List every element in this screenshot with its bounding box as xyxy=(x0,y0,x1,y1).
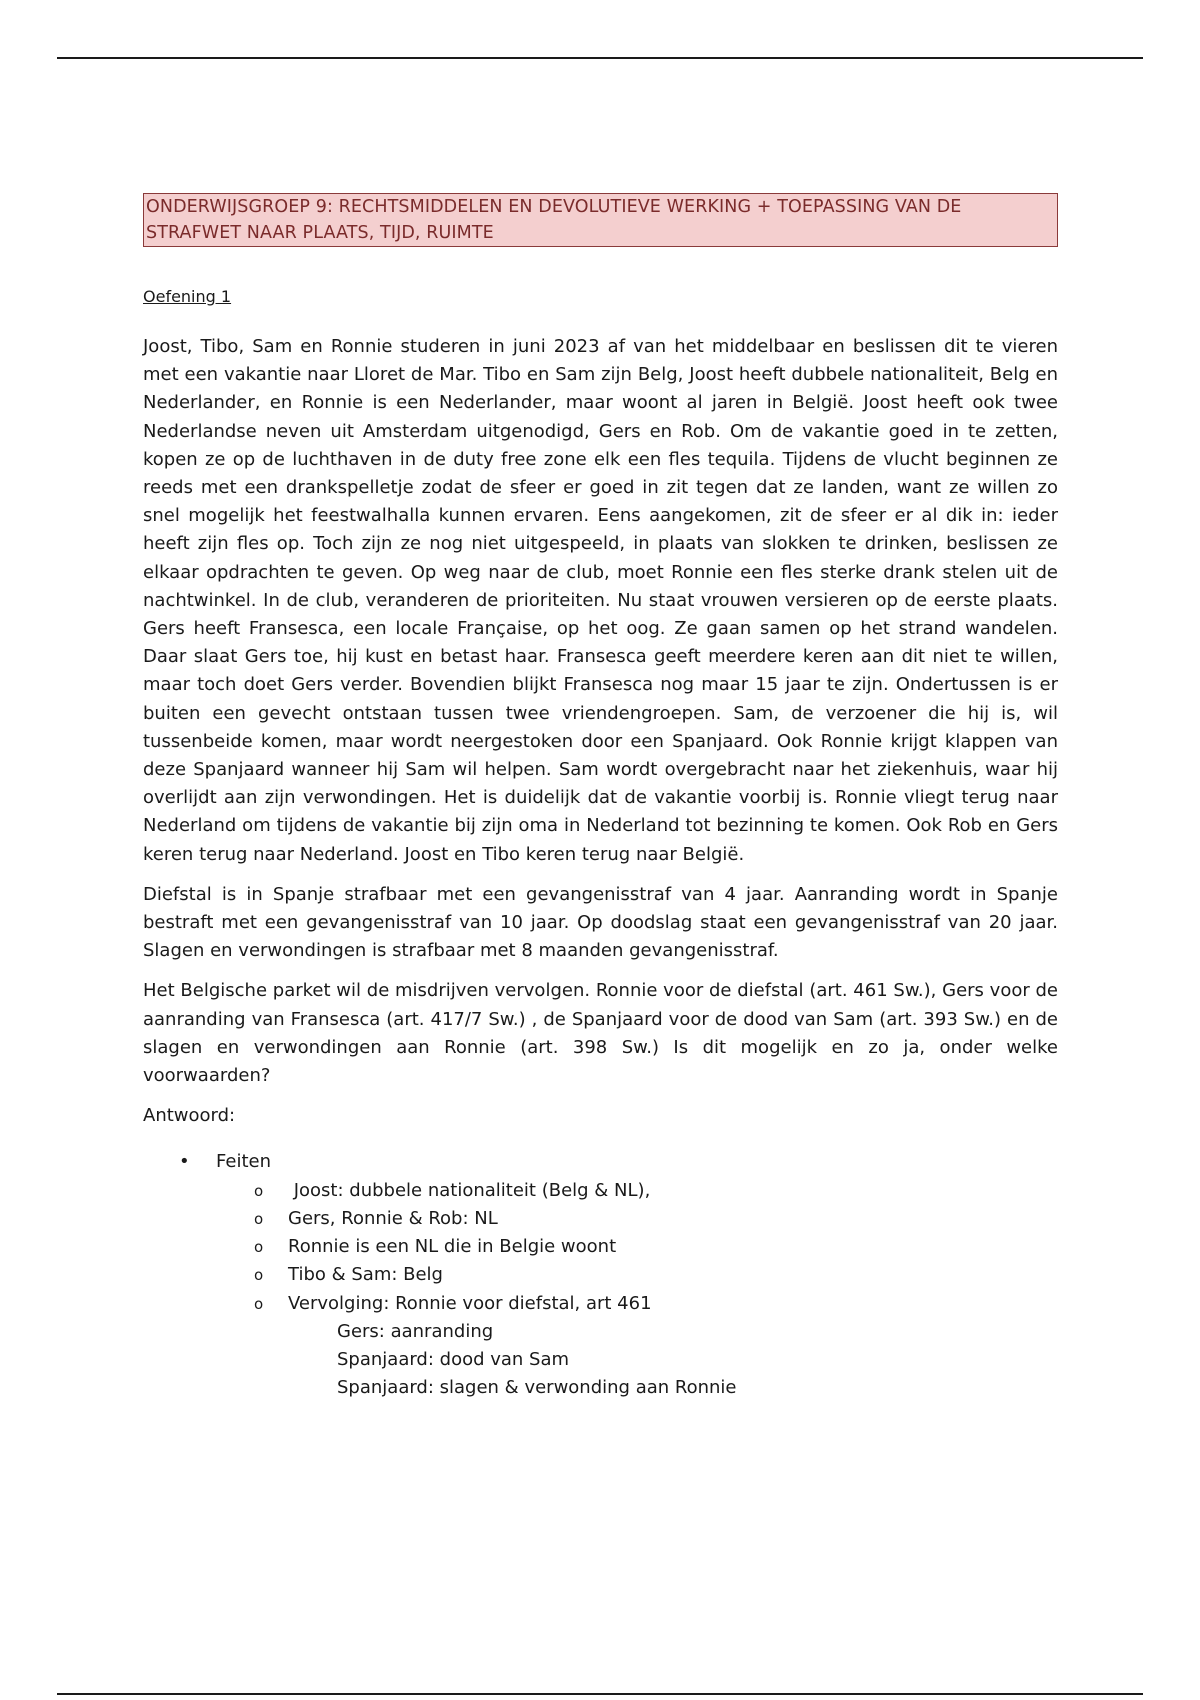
list-item xyxy=(143,1233,1058,1261)
list-item xyxy=(143,1177,1058,1205)
case-paragraph: Joost, Tibo, Sam en Ronnie studeren in juni 2023 af van het middelbaar en beslissen dit te vieren met een vakantie naar Lloret de Mar. Tibo en Sam zijn Belg, Joost heeft dubbele nationaliteit, Belg en Nederlander, en Ronnie is een Nederlander, maar woont al jaren in België. Joost heeft ook twee Nederlandse neven uit Amsterdam uitgenodigd, Gers en Rob. Om de vakantie goed in te zetten, kopen ze op de luchthaven in de duty free zone elk een fles tequila. Tijdens de vlucht beginnen ze reeds met een drankspelletje zodat de sfeer er goed in zit tegen dat ze landen, want ze willen zo snel mogelijk het feestwalhalla kunnen ervaren. Eens aangekomen, zit de sfeer er al dik in: ieder heeft zijn fles op. Toch zijn ze nog niet uitgespeeld, in plaats van slokken te drinken, beslissen ze elkaar opdrachten te geven. Op weg naar de club, moet Ronnie een fles sterke drank stelen uit de nachtwinkel. In de club, veranderen de prioriteiten. Nu staat vrouwen versieren op de eerste plaats. Gers heeft Fransesca, een locale Française, op het oog. Ze gaan samen op het strand wandelen. Daar slaat Gers toe, hij kust en betast haar. Fransesca geeft meerdere keren aan dit niet te willen, maar toch doet Gers verder. Bovendien blijkt Fransesca nog maar 15 jaar te zijn. Ondertussen is er buiten een gevecht ontstaan tussen twee vriendengroepen. Sam, de verzoener die hij is, wil tussenbeide komen, maar wordt neergestoken door een Spanjaard. Ook Ronnie krijgt klappen van deze Spanjaard wanneer hij Sam wil helpen. Sam wordt overgebracht naar het ziekenhuis, waar hij overlijdt aan zijn verwondingen. Het is duidelijk dat de vakantie voorbij is. Ronnie vliegt terug naar Nederland om tijdens de vakantie bij zijn oma in Nederland tot bezinning te komen. Ook Rob en Gers keren terug naar Nederland. Joost en Tibo keren terug naar België. xyxy=(143,336,1058,865)
question-paragraph: Het Belgische parket wil de misdrijven vervolgen. Ronnie voor de diefstal (art. 461 Sw.), Gers voor de aanranding van Fransesca (art. 417/7 Sw.) , de Spanjaard voor de dood van Sam (art. 393 Sw.) en de slagen en verwondingen aan Ronnie (art. 398 Sw.) Is dit mogelijk en zo ja, onder welke voorwaarden? xyxy=(143,980,1058,1087)
page-content xyxy=(143,193,1058,1402)
continuation-line: Gers: aanranding xyxy=(337,1320,494,1342)
header-rule xyxy=(57,57,1143,59)
footer-rule xyxy=(57,1693,1143,1695)
list-item-text: Joost: dubbele nationaliteit (Belg & NL), xyxy=(288,1179,651,1201)
bullet-icon: • xyxy=(179,1151,190,1173)
list-item-text: Tibo & Sam: Belg xyxy=(288,1264,443,1286)
circle-bullet-icon: o xyxy=(254,1266,264,1285)
circle-bullet-icon: o xyxy=(254,1181,264,1200)
continuation-line: Spanjaard: dood van Sam xyxy=(337,1348,570,1370)
list-item xyxy=(143,1261,1058,1289)
circle-bullet-icon: o xyxy=(254,1238,264,1257)
facts-heading: Feiten xyxy=(216,1151,271,1173)
document-title: ONDERWIJSGROEP 9: RECHTSMIDDELEN EN DEVOLUTIEVE WERKING + TOEPASSING VAN DE STRAFWET NAAR PLAATS, TIJD, RUIMTE xyxy=(143,193,1058,247)
facts-list xyxy=(143,1148,1058,1402)
facts-heading-item xyxy=(143,1148,1058,1176)
list-item xyxy=(143,1205,1058,1233)
list-item-text: Vervolging: Ronnie voor diefstal, art 461 xyxy=(288,1292,652,1314)
continuation-line: Spanjaard: slagen & verwonding aan Ronnie xyxy=(337,1377,737,1399)
circle-bullet-icon: o xyxy=(254,1209,264,1228)
list-item-text: Gers, Ronnie & Rob: NL xyxy=(288,1207,498,1229)
exercise-label: Oefening 1 xyxy=(143,287,232,306)
penalties-paragraph: Diefstal is in Spanje strafbaar met een gevangenisstraf van 4 jaar. Aanranding wordt in Spanje bestraft met een gevangenisstraf van 10 jaar. Op doodslag staat een gevangenisstraf van 20 jaar. Slagen en verwondingen is strafbaar met 8 maanden gevangenisstraf. xyxy=(143,883,1058,962)
list-item-text: Ronnie is een NL die in Belgie woont xyxy=(288,1236,617,1258)
list-item xyxy=(143,1290,1058,1318)
circle-bullet-icon: o xyxy=(254,1294,264,1313)
answer-label: Antwoord: xyxy=(143,1105,236,1127)
